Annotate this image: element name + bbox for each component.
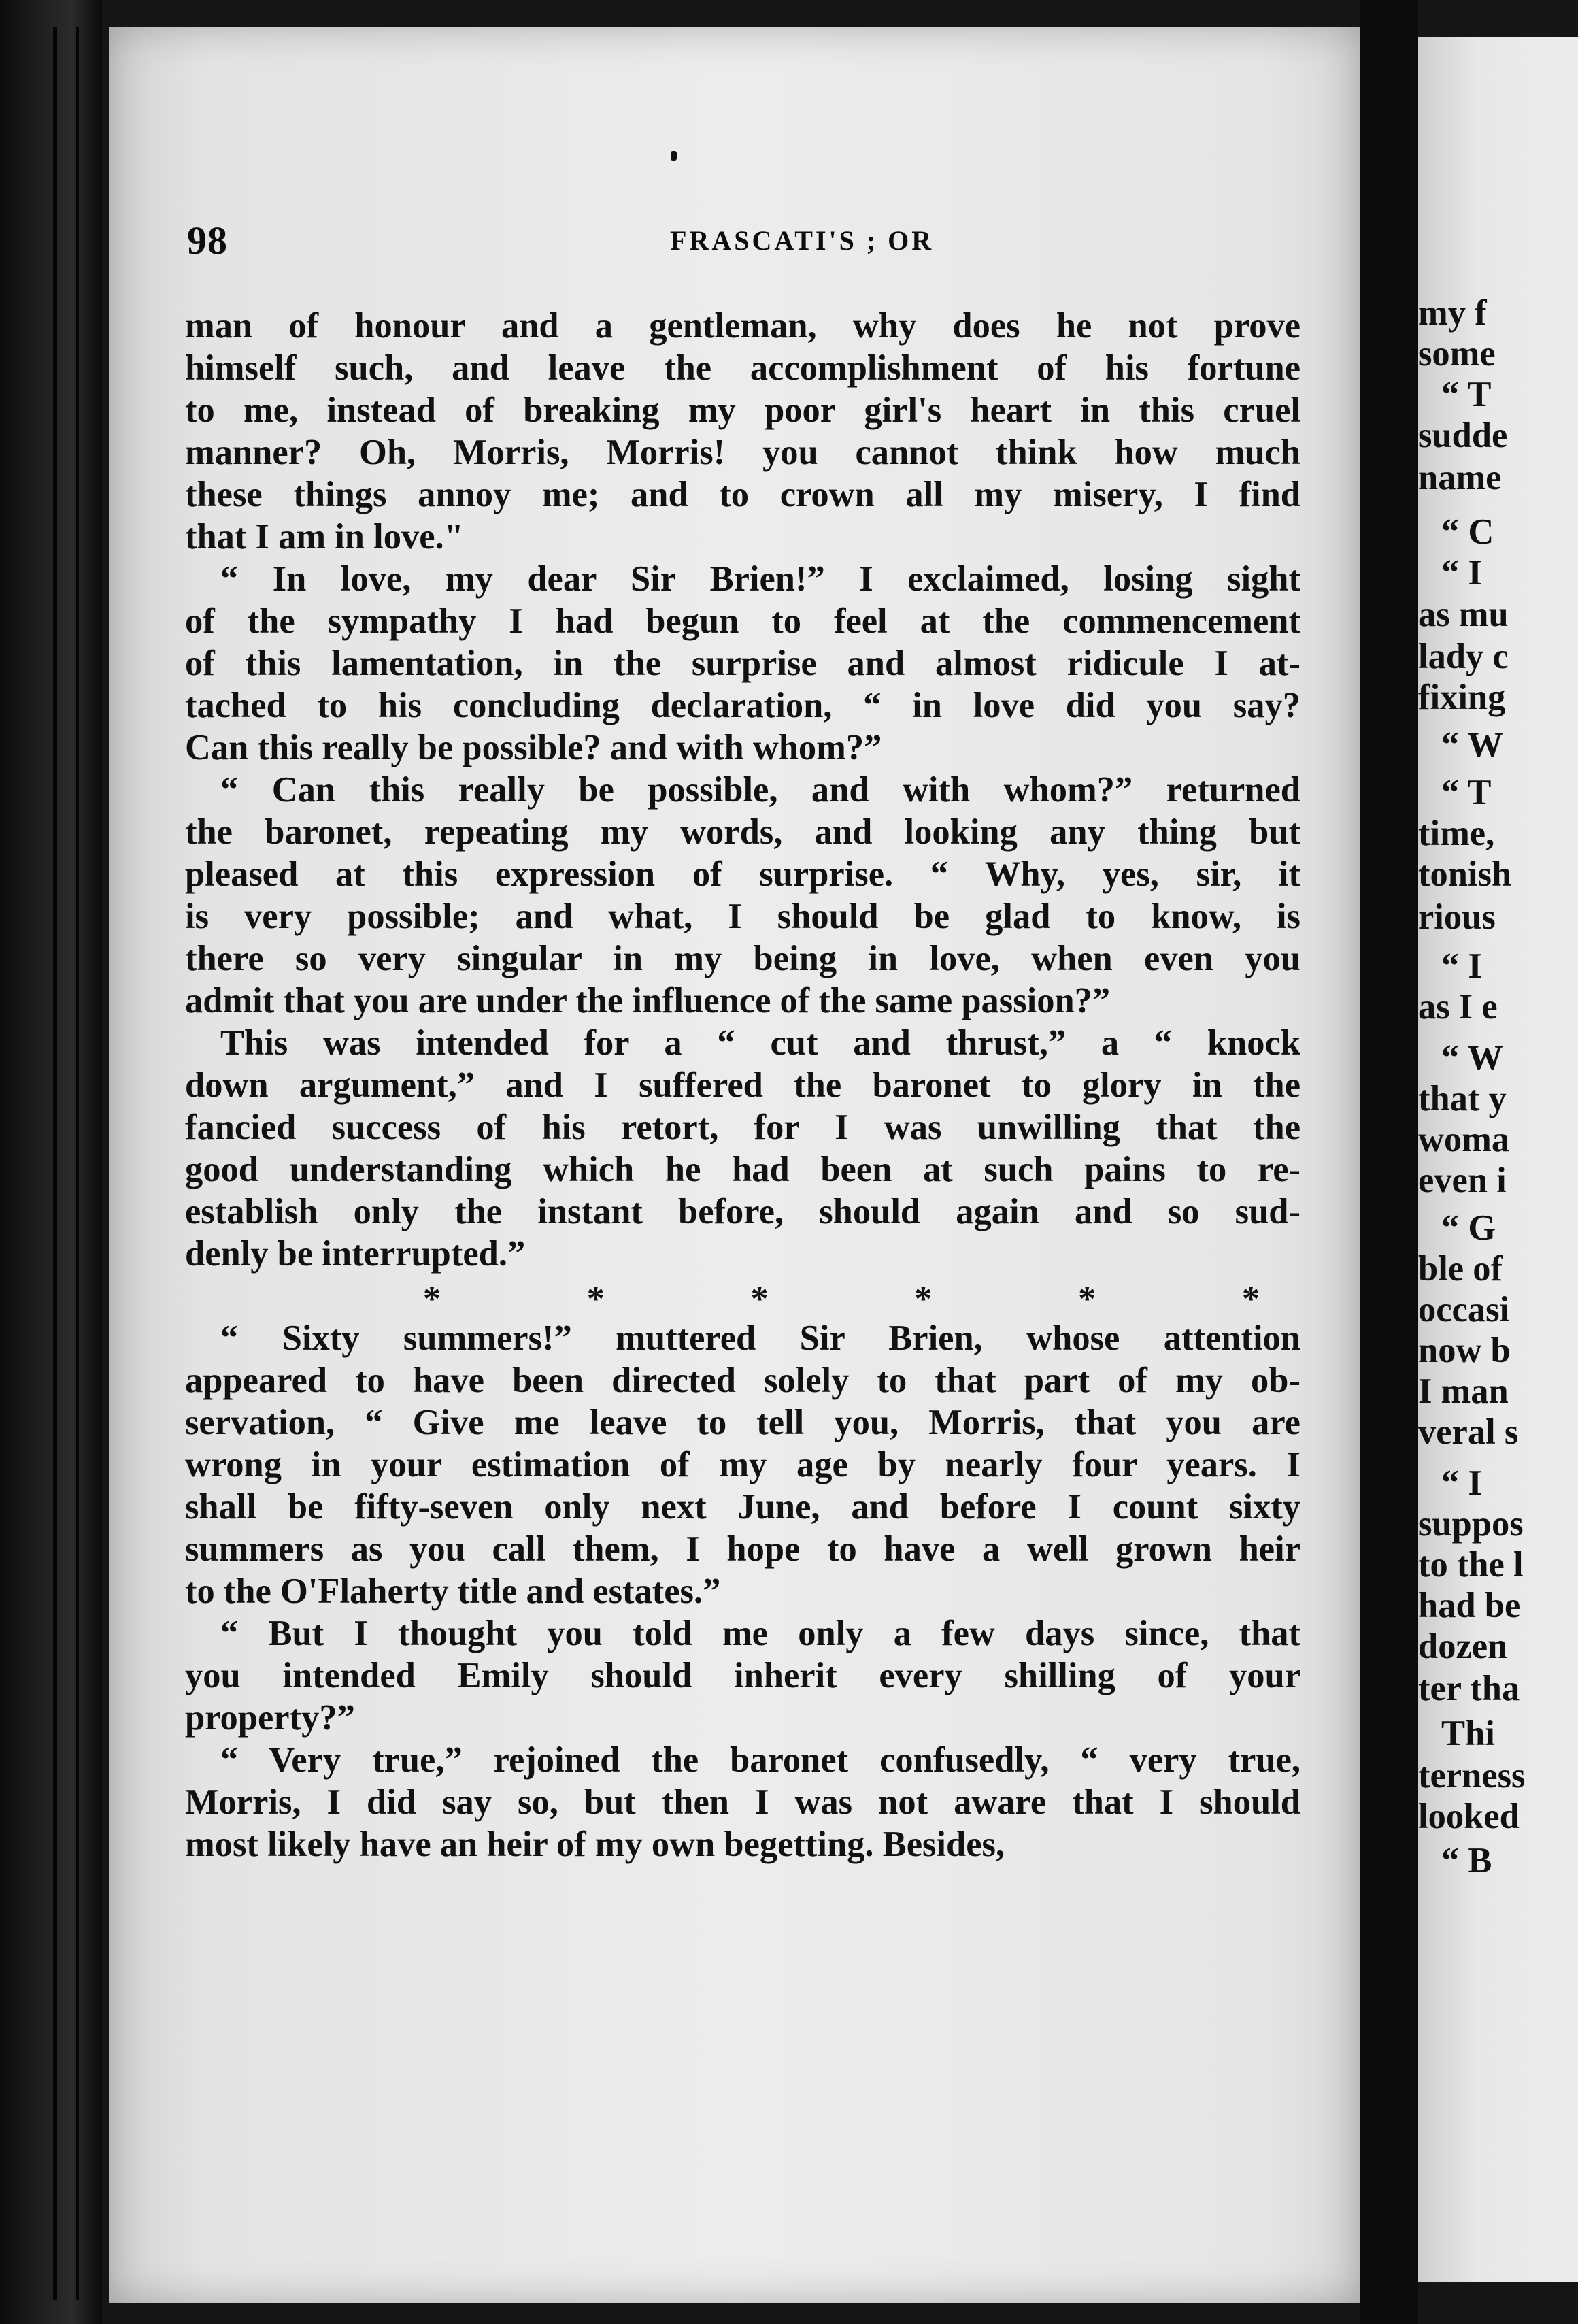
text-line: the baronet, repeating my words, and looking any thing but <box>185 812 1300 852</box>
text-line: This was intended for a “ cut and thrust,” a “ knock <box>220 1023 1300 1063</box>
right-page-text-fragment: as mu <box>1418 595 1509 634</box>
page-number: 98 <box>187 218 228 263</box>
text-line: good understanding which he had been at such pains to re- <box>185 1150 1300 1189</box>
text-line: shall be fifty-seven only next June, and before I count sixty <box>185 1487 1300 1527</box>
right-page-text-fragment: name <box>1418 458 1502 497</box>
asterisk: * <box>423 1280 441 1318</box>
text-line: himself such, and leave the accomplishment of his fortune <box>185 348 1300 388</box>
right-page-text-fragment: that y <box>1418 1079 1507 1118</box>
text-line: summers as you call them, I hope to have a well grown heir <box>185 1529 1300 1569</box>
text-line: to the O'Flaherty title and estates.” <box>185 1572 721 1611</box>
right-page-text-fragment: “ W <box>1441 725 1503 765</box>
text-line: of this lamentation, in the surprise and almost ridicule I at- <box>185 644 1300 683</box>
right-page-text-fragment: suppos <box>1418 1504 1524 1544</box>
text-line: these things annoy me; and to crown all my misery, I find <box>185 475 1300 514</box>
right-page-text-fragment: time, <box>1418 814 1495 853</box>
right-page-fragment <box>1418 37 1578 2282</box>
text-line: “ Can this really be possible, and with whom?” returned <box>220 770 1300 810</box>
right-page-text-fragment: occasi <box>1418 1290 1510 1329</box>
right-page-text-fragment: to the l <box>1418 1545 1524 1584</box>
right-page-text-fragment: woma <box>1418 1120 1510 1159</box>
right-page-text-fragment: tonish <box>1418 854 1512 894</box>
right-page-text-fragment: “ I <box>1441 946 1482 986</box>
text-line: Can this really be possible? and with whom?” <box>185 728 882 767</box>
text-line: that I am in love." <box>185 517 464 557</box>
text-line: establish only the instant before, should again and so sud- <box>185 1192 1300 1231</box>
right-page-text-fragment: “ G <box>1441 1208 1496 1248</box>
text-line: wrong in your estimation of my age by nearly four years. I <box>185 1445 1300 1484</box>
text-line: denly be interrupted.” <box>185 1234 526 1274</box>
text-line: “ Very true,” rejoined the baronet confusedly, “ very true, <box>220 1740 1300 1780</box>
text-line: appeared to have been directed solely to that part of my ob- <box>185 1361 1300 1400</box>
right-page-text-fragment: looked <box>1418 1797 1520 1836</box>
page-body-text <box>185 305 1300 1865</box>
section-break-asterisks <box>185 1275 1300 1317</box>
right-page-text-fragment: “ C <box>1441 512 1494 552</box>
right-page-text-fragment: rious <box>1418 897 1496 937</box>
right-page-text-fragment: “ W <box>1441 1038 1503 1078</box>
text-line: pleased at this expression of surprise. “ Why, yes, sir, it <box>185 854 1300 894</box>
text-line: “ In love, my dear Sir Brien!” I exclaimed, losing sight <box>220 559 1300 599</box>
text-line: admit that you are under the influence of the same passion?” <box>185 981 1111 1020</box>
right-page-text-fragment: lady c <box>1418 637 1509 676</box>
text-line: there so very singular in my being in love, when even you <box>185 939 1300 978</box>
text-line: is very possible; and what, I should be glad to know, is <box>185 897 1300 936</box>
asterisk: * <box>1078 1280 1096 1318</box>
text-line: “ But I thought you told me only a few days since, that <box>220 1614 1300 1653</box>
right-page-text-fragment: “ I <box>1441 553 1482 593</box>
text-line: Morris, I did say so, but then I was not aware that I should <box>185 1782 1300 1822</box>
right-page-text-fragment: “ I <box>1441 1463 1482 1503</box>
text-line: manner? Oh, Morris, Morris! you cannot think how much <box>185 433 1300 472</box>
right-page-text-fragment: even i <box>1418 1161 1507 1200</box>
ink-speck <box>671 151 677 161</box>
right-page-text-fragment: ter tha <box>1418 1669 1520 1708</box>
right-page-text-fragment: some <box>1418 334 1496 374</box>
page-gutter <box>1360 0 1418 2324</box>
text-line: most likely have an heir of my own begetting. Besides, <box>185 1825 1005 1864</box>
right-page-text-fragment: “ T <box>1441 773 1492 812</box>
running-head-title: FRASCATI'S ; OR <box>670 225 935 256</box>
right-page-text-fragment: “ B <box>1441 1841 1492 1880</box>
right-page-text-fragment: now b <box>1418 1331 1511 1370</box>
book-cover-edge <box>0 0 102 2324</box>
text-line: man of honour and a gentleman, why does he not prove <box>185 306 1300 346</box>
spine-shadow <box>76 27 79 2300</box>
text-line: tached to his concluding declaration, “ in love did you say? <box>185 686 1300 725</box>
right-page-text-fragment: as I e <box>1418 987 1498 1027</box>
right-page-text-fragment: Thi <box>1441 1714 1495 1753</box>
right-page-text-fragment: veral s <box>1418 1412 1519 1452</box>
text-line: you intended Emily should inherit every shilling of your <box>185 1656 1300 1695</box>
text-line: fancied success of his retort, for I was unwilling that the <box>185 1108 1300 1147</box>
right-page-text-fragment: “ T <box>1441 375 1492 414</box>
asterisk: * <box>914 1280 933 1318</box>
text-line: down argument,” and I suffered the baronet to glory in the <box>185 1065 1300 1105</box>
text-line: property?” <box>185 1698 355 1738</box>
right-page-text-fragment: sudde <box>1418 416 1508 455</box>
spine-shadow <box>53 27 57 2300</box>
text-line: “ Sixty summers!” muttered Sir Brien, whose attention <box>220 1318 1300 1358</box>
right-page-text-fragment: terness <box>1418 1756 1526 1795</box>
asterisk: * <box>1241 1280 1260 1318</box>
right-page-text-fragment: had be <box>1418 1586 1521 1625</box>
text-line: to me, instead of breaking my poor girl's heart in this cruel <box>185 391 1300 430</box>
right-page-text-fragment: ble of <box>1418 1249 1503 1289</box>
text-line: of the sympathy I had begun to feel at the commencement <box>185 601 1300 641</box>
right-page-text-fragment: my f <box>1418 293 1487 333</box>
asterisk: * <box>586 1280 605 1318</box>
text-line: servation, “ Give me leave to tell you, Morris, that you are <box>185 1403 1300 1442</box>
right-page-text-fragment: dozen <box>1418 1627 1508 1666</box>
right-page-text-fragment: I man <box>1418 1372 1509 1411</box>
asterisk: * <box>750 1280 769 1318</box>
right-page-text-fragment: fixing <box>1418 678 1506 717</box>
